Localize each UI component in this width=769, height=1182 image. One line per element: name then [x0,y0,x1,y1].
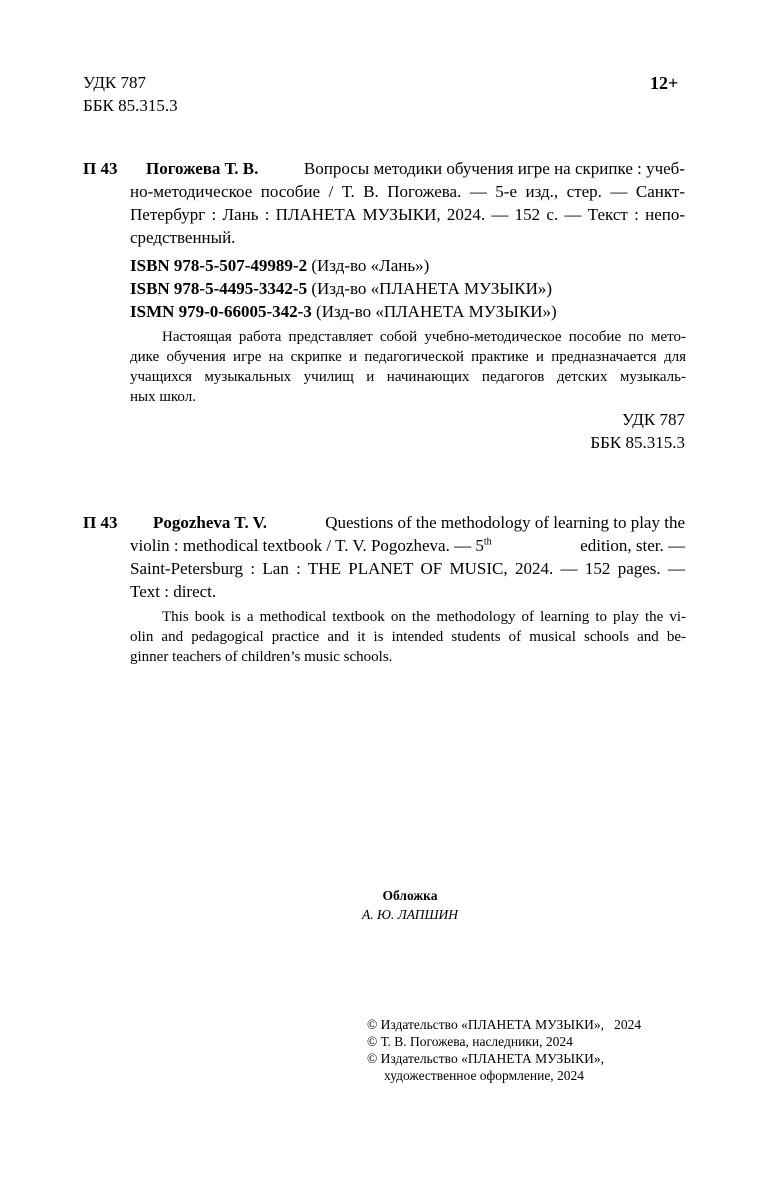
cover-designer: А. Ю. ЛАПШИН [361,907,459,922]
en-edition-sup: th [483,536,492,548]
ismn-line [130,301,557,323]
en-abstract-line: ginner teachers of children’s music schools. [130,649,393,665]
ru-abstract-line: дике обучения игре на скрипке и педагогической практике и предназначается для [130,349,686,365]
en-index: П 43 [83,513,118,532]
ru-title-line1: Вопросы методики обучения игре на скрипке : учеб- [303,159,685,178]
ru-bbk: ББК 85.315.3 [590,433,685,452]
copyright-line: © Т. В. Погожева, наследники, 2024 [367,1034,573,1049]
copyright-line: © Издательство «ПЛАНЕТА МУЗЫКИ», 2024 [367,1017,642,1032]
en-author: Pogozheva T. V. [153,513,267,532]
ru-abstract-line: Настоящая работа представляет собой учебно-методическое пособие по мето- [162,329,686,345]
ismn-publisher: (Изд-во «ПЛАНЕТА МУЗЫКИ») [316,302,557,321]
en-abstract-line: olin and pedagogical practice and it is intended students of musical schools and be- [130,629,686,645]
isbn-publisher: (Изд-во «ПЛАНЕТА МУЗЫКИ») [311,279,553,298]
ru-author: Погожева Т. В. [146,159,259,178]
age-rating: 12+ [650,73,679,93]
isbn-line [130,278,552,300]
ru-udk: УДК 787 [621,410,685,429]
en-record-line2 [130,535,685,557]
ismn-code: ISMN 979-0-66005-342-3 [130,302,312,321]
isbn-line [130,255,429,277]
header-bbk: ББК 85.315.3 [83,96,178,115]
header-udk: УДК 787 [83,73,147,92]
en-abstract-line: This book is a methodical textbook on the methodology of learning to play the vi- [162,609,686,625]
cover-label: Обложка [382,888,438,903]
en-line2-a: violin : methodical textbook / T. V. Pogozheva. — 5 [130,536,484,555]
en-record-line1 [153,512,685,534]
copyright-line: художественное оформление, 2024 [384,1068,585,1083]
ru-abstract-line: ных школ. [130,389,196,405]
en-line2-b: edition, ster. — [580,536,685,555]
en-record-line3: Saint-Petersburg : Lan : THE PLANET OF MUSIC, 2024. — 152 pages. — [130,559,685,578]
isbn-code: ISBN 978-5-4495-3342-5 [130,279,308,298]
en-record-line4: Text : direct. [130,582,217,601]
en-title-line1: Questions of the methodology of learning to play the [325,513,685,532]
ru-abstract-line: учащихся музыкальных училищ и начинающих педагогов детских музыкаль- [130,369,686,385]
ru-index: П 43 [83,159,118,178]
ru-record-line4: средственный. [130,228,236,247]
ru-record-line3: Петербург : Лань : ПЛАНЕТА МУЗЫКИ, 2024. — 152 с. — Текст : непо- [130,205,685,224]
ru-record-line2: но-методическое пособие / Т. В. Погожева. — 5-е изд., стер. — Санкт- [130,182,685,201]
isbn-code: ISBN 978-5-507-49989-2 [130,256,308,275]
isbn-publisher: (Изд-во «Лань») [311,256,430,275]
ru-record-line1 [146,158,685,180]
copyright-line: © Издательство «ПЛАНЕТА МУЗЫКИ», [367,1051,604,1066]
